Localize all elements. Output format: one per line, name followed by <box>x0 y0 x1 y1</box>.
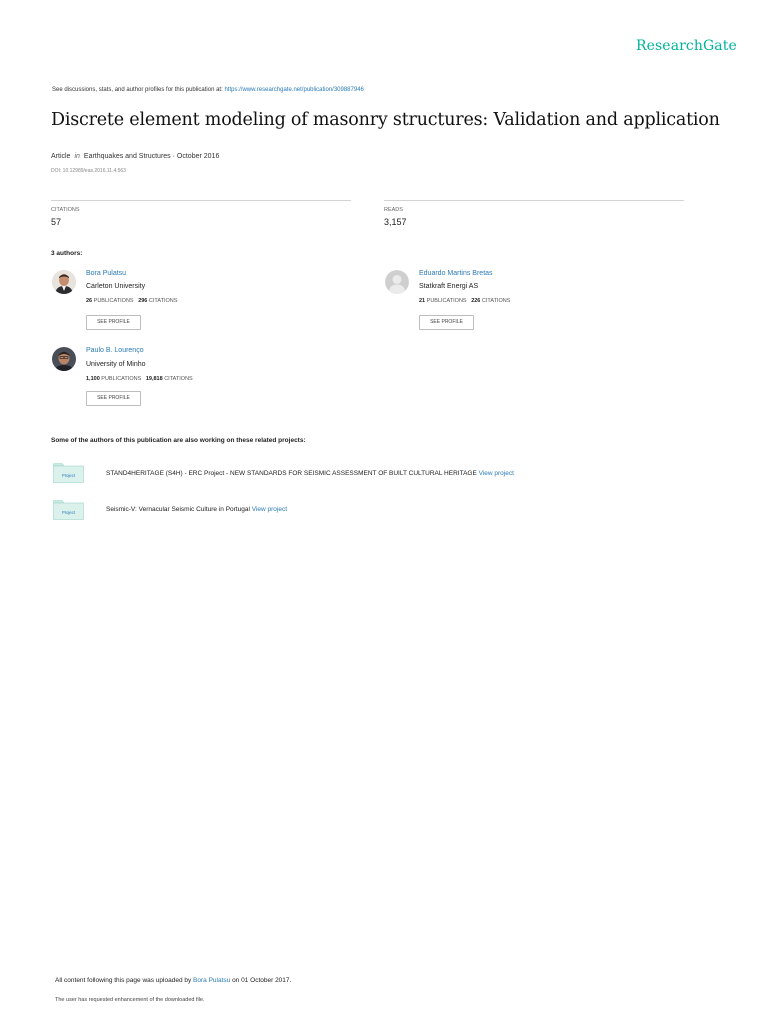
citations-label: CITATIONS <box>164 376 193 382</box>
citations-count: 296 <box>138 298 148 304</box>
publication-date: · October 2016 <box>172 153 220 160</box>
project-title: Seismic-V: Vernacular Seismic Culture in Portugal <box>106 506 250 513</box>
publications-count: 21 <box>419 298 426 304</box>
author-avatar[interactable] <box>52 270 76 294</box>
author-affiliation: University of Minho <box>86 361 146 368</box>
discussions-line <box>52 87 364 93</box>
view-project-link[interactable]: View project <box>478 470 514 477</box>
project-folder-icon <box>53 500 84 520</box>
project-item <box>106 470 514 477</box>
researchgate-logo[interactable]: ResearchGate <box>636 38 737 54</box>
author-avatar-placeholder[interactable] <box>385 270 409 294</box>
author-name-link[interactable]: Paulo B. Lourenço <box>86 347 144 354</box>
project-title: STAND4HERITAGE (S4H) - ERC Project - NEW STANDARDS FOR SEISMIC ASSESSMENT OF BUILT CULTURAL HERITAGE <box>106 470 477 477</box>
project-icon-label: Project <box>61 473 76 478</box>
author-name-link[interactable]: Bora Pulatsu <box>86 270 127 277</box>
author-affiliation: Statkraft Energi AS <box>419 283 479 290</box>
discussions-text: See discussions, stats, and author profiles for this publication at: <box>52 87 225 93</box>
reads-value: 3,157 <box>384 217 407 227</box>
citations-count: 19,818 <box>145 376 163 382</box>
see-profile-button[interactable]: SEE PROFILE <box>86 391 141 406</box>
in-label: in <box>74 153 80 160</box>
publications-label: PUBLICATIONS <box>426 298 467 304</box>
citations-label: CITATIONS <box>51 207 80 213</box>
see-profile-button[interactable]: SEE PROFILE <box>86 315 141 330</box>
publications-count: 26 <box>86 298 93 304</box>
author-stats <box>86 376 193 382</box>
upload-prefix: All content following this page was uploaded by <box>55 977 194 984</box>
author-affiliation: Carleton University <box>86 283 146 290</box>
see-profile-button[interactable]: SEE PROFILE <box>419 315 474 330</box>
project-item <box>106 506 287 513</box>
citations-divider <box>51 200 351 201</box>
citations-count: 226 <box>471 298 481 304</box>
reads-divider <box>384 200 684 201</box>
publication-meta <box>51 153 219 160</box>
journal-name: Earthquakes and Structures <box>83 153 171 160</box>
publication-type: Article <box>51 153 71 160</box>
publication-url-link[interactable]: https://www.researchgate.net/publication/309887946 <box>224 87 364 93</box>
project-folder-icon <box>53 463 84 483</box>
publication-title: Discrete element modeling of masonry structures: Validation and application <box>51 110 720 130</box>
upload-suffix: on 01 October 2017. <box>230 977 292 984</box>
publications-label: PUBLICATIONS <box>101 376 142 382</box>
publications-label: PUBLICATIONS <box>93 298 134 304</box>
author-name-link[interactable]: Eduardo Martins Bretas <box>419 270 493 277</box>
reads-label: READS <box>384 207 403 213</box>
author-stats <box>419 298 510 304</box>
citations-label: CITATIONS <box>148 298 178 304</box>
uploader-link[interactable]: Bora Pulatsu <box>193 977 231 984</box>
doi: DOI: 10.12989/eas.2016.11.4.563 <box>51 168 126 174</box>
upload-note <box>55 977 291 984</box>
author-stats <box>86 298 177 304</box>
enhancement-note: The user has requested enhancement of the downloaded file. <box>55 997 205 1003</box>
related-projects-heading: Some of the authors of this publication are also working on these related projects: <box>51 437 306 444</box>
citations-value: 57 <box>51 217 62 227</box>
author-avatar[interactable] <box>52 347 76 371</box>
view-project-link[interactable]: View project <box>251 506 288 513</box>
project-icon-label: Project <box>61 510 76 515</box>
publications-count: 1,100 <box>86 376 100 382</box>
authors-heading: 3 authors: <box>51 250 83 257</box>
citations-label: CITATIONS <box>481 298 511 304</box>
